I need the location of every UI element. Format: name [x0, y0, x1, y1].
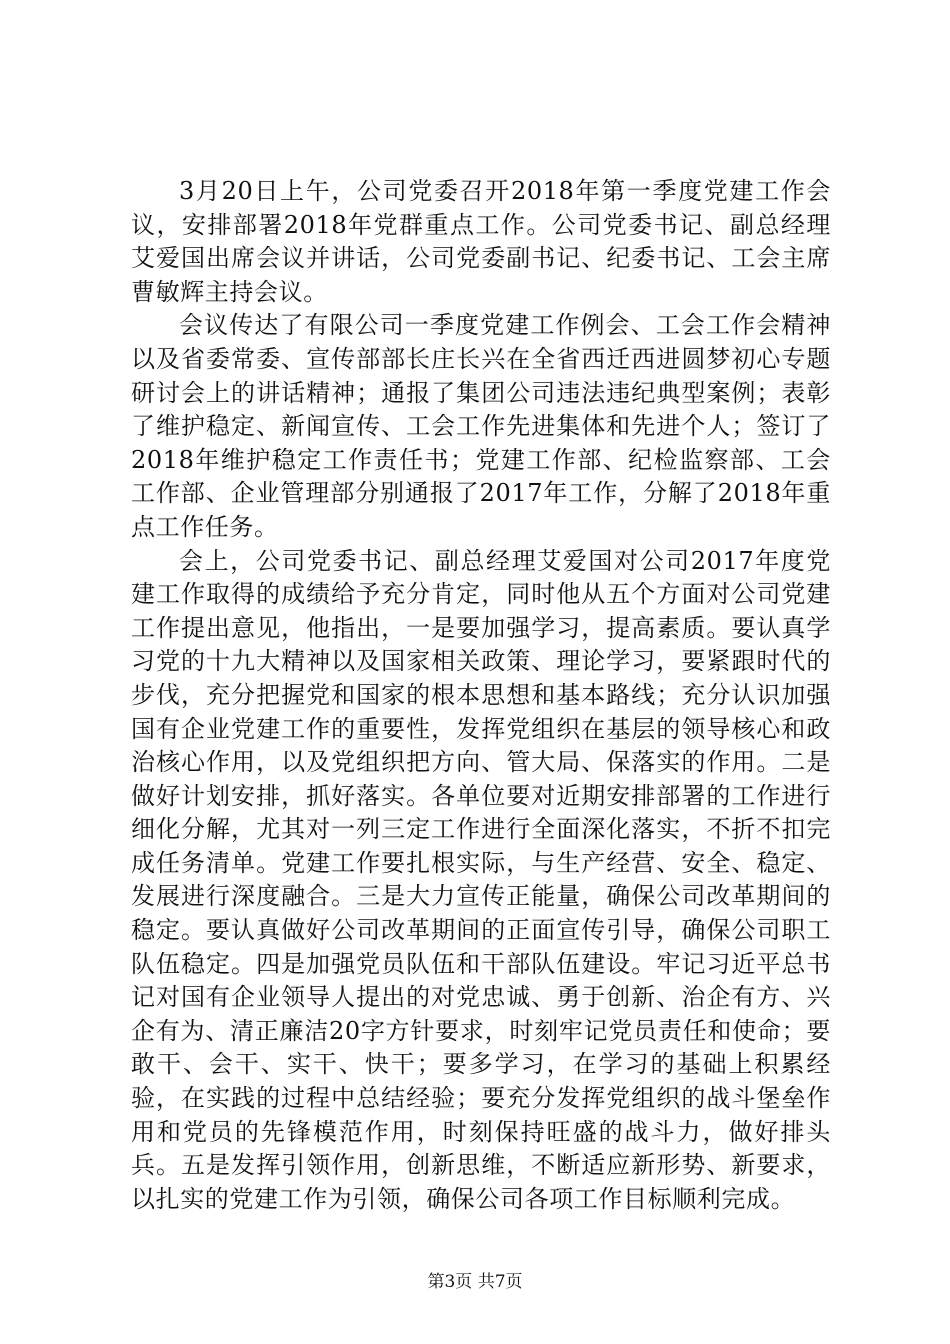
paragraph-secretary-speech: 会上，公司党委书记、副总经理艾爱国对公司2017年度党建工作取得的成绩给予充分肯定，同时他从五个方面对公司党建工作提出意见，他指出，一是要加强学习，提高素质。要认真学习党的十九大精神以及国家相关政策、理论学习，要紧跟时代的步伐，充分把握党和国家的根本思想和基本路线；充分认识加强国有企业党建工作的重要性，发挥党组织在基层的领导核心和政治核心作用，以及党组织把方向、管大局、保落实的作用。二是做好计划安排，抓好落实。各单位要对近期安排部署的工作进行细化分解，尤其对一列三定工作进行全面深化落实，不折不扣完成任务清单。党建工作要扎根实际，与生产经营、安全、稳定、发展进行深度融合。三是大力宣传正能量，确保公司改革期间的稳定。要认真做好公司改革期间的正面宣传引导，确保公司职工队伍稳定。四是加强党员队伍和干部队伍建设。牢记习近平总书记对国有企业领导人提出的对党忠诚、勇于创新、治企有方、兴企有为、清正廉洁20字方针要求，时刻牢记党员责任和使命；要敢干、会干、实干、快干；要多学习，在学习的基础上积累经验，在实践的过程中总结经验；要充分发挥党组织的战斗堡垒作用和党员的先锋模范作用，时刻保持旺盛的战斗力，做好排头兵。五是发挥引领作用，创新思维，不断适应新形势、新要求，以扎实的党建工作为引领，确保公司各项工作目标顺利完成。 [131, 546, 831, 1213]
paragraph-meeting-intro: 3月20日上午，公司党委召开2018年第一季度党建工作会议，安排部署2018年党群重点工作。公司党委书记、副总经理艾爱国出席会议并讲话，公司党委副书记、纪委书记、工会主席曹敏辉主持会议。 [131, 177, 831, 306]
document-body [131, 175, 831, 1216]
page-number-footer: 第3页 共7页 [427, 1272, 523, 1292]
paragraph-meeting-agenda: 会议传达了有限公司一季度党建工作例会、工会工作会精神以及省委常委、宣传部部长庄长兴在全省西迁西进圆梦初心专题研讨会上的讲话精神；通报了集团公司违法违纪典型案例；表彰了维护稳定、新闻宣传、工会工作先进集体和先进个人；签订了2018年维护稳定工作责任书；党建工作部、纪检监察部、工会工作部、企业管理部分别通报了2017年工作，分解了2018年重点工作任务。 [131, 311, 831, 541]
